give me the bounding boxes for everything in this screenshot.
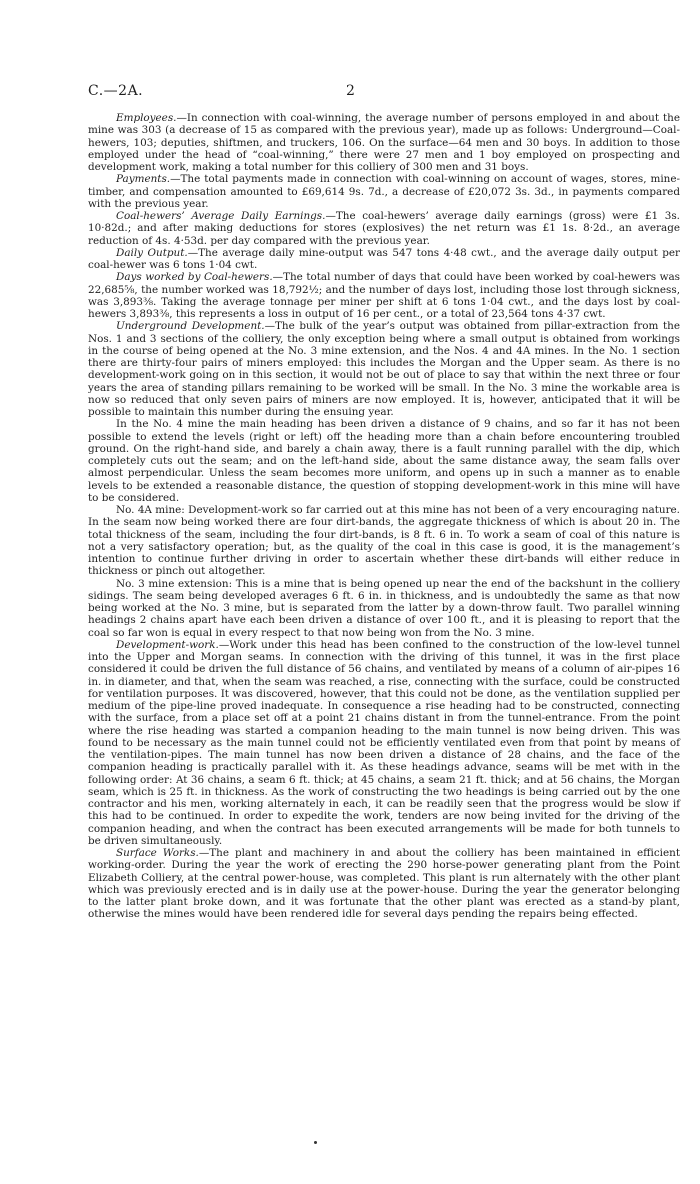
paragraph-text: —The average daily mine-output was 547 tons 4·48 cwt., and the average daily output per coal-hewer was 6 tons 1·04 cwt. [88, 246, 680, 271]
paragraph-text: —The total number of days that could have been worked by coal-hewers was 22,685⅝, the number worked was 18,792½; and the number of days lost, including those lost through sickness, was 3,893⅜. Taking the average tonnage per miner per shift at 6 tons 1·04 cwt., and the days lost by coal-hewers 3,893⅜, this represents a loss in output of 16 per cent., or a total of 23,564 tons 4·37 cwt. [88, 271, 680, 320]
paragraph-no4a-mine [88, 504, 680, 578]
paragraph-heading: Surface Works. [116, 847, 199, 859]
paragraph-heading: Underground Development. [116, 320, 265, 333]
paragraph-text: —The bulk of the year’s output was obtained from pillar-extraction from the Nos. 1 and 3 sections of the colliery, the only exception being where a small output is obtained from workings in the course of being opened at the No. 3 mine extension, and the Nos. 4 and 4A mines. In the No. 1 section there are thirty-four pairs of miners employed: this includes the Morgan and the Upper seam. As there is no development-work going on in this section, it would not be out of place to say that within the next three or four years the area of standing pillars remaining to be worked will be small. In the No. 3 mine the workable area is now so reduced that only seven pairs of miners are now employed. It is, however, anticipated that it will be possible to maintain this number during the ensuing year. [88, 320, 680, 418]
page-number: 2 [346, 83, 355, 99]
document-reference: C.—2A. [88, 83, 144, 99]
paragraph-surface-works [88, 847, 680, 921]
paragraph-development-work [88, 639, 680, 847]
paragraph-payments [88, 173, 680, 210]
report-body [88, 112, 680, 921]
paragraph-no3-extension [88, 578, 680, 639]
paragraph-text: —The coal-hewers’ average daily earnings (gross) were £1 3s. 10·82d.; and after making deductions for stores (explosives) the net return was £1 1s. 8·2d., an average reduction of 4s. 4·53d. per day compared with the previous year. [88, 210, 680, 247]
paragraph-heading: Daily Output. [116, 246, 188, 259]
paragraph-heading: Employees. [116, 112, 177, 124]
paragraph-heading: Payments. [116, 173, 171, 186]
paragraph-underground-development [88, 320, 680, 418]
paragraph-text: —Work under this head has been confined to the construction of the low-level tunnel into the Upper and Morgan seams. In connection with the driving of this tunnel, it was in the first place considered it could be driven the full distance of 56 chains, and ventilated by means of a column of air-pipes 16 in. in diameter, and that, when the seam was reached, a rise, connecting with the surface, could be constructed for ventilation purposes. It was discovered, however, that this could not be done, as the ventilation supplied per medium of the pipe-line proved inadequate. In consequence a rise heading had to be constructed, connecting with the surface, from a place set off at a point 21 chains distant in from the tunnel-entrance. From the point where the rise heading was started a companion heading to the main tunnel is now being driven. This was found to be necessary as the main tunnel could not be efficiently ventilated even from that point by means of the ventilation-pipes. The main tunnel has now been driven a distance of 28 chains, and the face of the companion heading is practically parallel with it. As these headings advance, seams will be met with in the following order: At 36 chains, a seam 6 ft. thick; at 45 chains, a seam 21 ft. thick; and at 56 chains, the Morgan seam, which is 25 ft. in thickness. As the work of constructing the two headings is being carried out by the one contractor and his men, working alternately in each, it can be readily seen that the progress would be slow if this had to be continued. In order to expedite the work, tenders are now being invited for the driving of the companion heading, and when the contract has been executed arrangements will be made for both tunnels to be driven simultaneously. [88, 638, 680, 847]
paragraph-days-worked [88, 271, 680, 320]
paragraph-text: No. 4A mine: Development-work so far carried out at this mine has not been of a very encouraging nature. In the seam now being worked there are four dirt-bands, the aggregate thickness of which is about 20 in. The total thickness of the seam, including the four dirt-bands, is 8 ft. 6 in. To work a seam of coal of this nature is not a very satisfactory operation; but, as the quality of the coal in this case is good, it is the management’s intention to continue further driving in order to ascertain whether these dirt-bands will either reduce in thickness or pinch out altogether. [88, 504, 680, 578]
paragraph-text: —The plant and machinery in and about the colliery has been maintained in efficient working-order. During the year the work of erecting the 290 horse-power generating plant from the Point Elizabeth Colliery, at the central power-house, was completed. This plant is run alternately with the other plant which was previously erected and is in daily use at the power-house. During the year the generator belonging to the latter plant broke down, and it was fortunate that the other plant was erected as a stand-by plant, otherwise the mines would have been rendered idle for several days pending the repairs being effected. [88, 847, 681, 921]
paragraph-employees [88, 112, 680, 173]
paragraph-text: —The total payments made in connection with coal-winning on account of wages, stores, mine-timber, and compensation amounted to £69,614 9s. 7d., a decrease of £20,072 3s. 3d., in payments compared with the previous year. [88, 173, 680, 210]
paragraph-heading: Days worked by Coal-hewers. [116, 271, 273, 284]
paragraph-no4-mine [88, 418, 680, 504]
page-mark [314, 1141, 317, 1144]
paragraph-daily-output [88, 247, 680, 272]
paragraph-earnings [88, 210, 680, 247]
paragraph-text: No. 3 mine extension: This is a mine that is being opened up near the end of the backshunt in the colliery sidings. The seam being developed averages 6 ft. 6 in. in thickness, and is undoubtedly the same as that now being worked at the No. 3 mine, but is separated from the latter by a down-throw fault. Two parallel winning headings 2 chains apart have each been driven a distance of over 100 ft., and it is pleasing to report that the coal so far won is equal in every respect to that now being won from the No. 3 mine. [88, 577, 680, 639]
paragraph-text: —In connection with coal-winning, the average number of persons employed in and about the mine was 303 (a decrease of 15 as compared with the previous year), made up as follows: Underground—Coal-hewers, 103; deputies, shiftmen, and truckers, 106. On the surface—64 men and 30 boys. In addition to those employed under the head of “coal-winning,” there were 27 men and 1 boy employed on prospecting and development work, making a total number for this colliery of 300 men and 31 boys. [88, 112, 680, 173]
paragraph-heading: Development-work. [116, 638, 219, 651]
paragraph-heading: Coal-hewers’ Average Daily Earnings. [116, 210, 326, 222]
paragraph-text: In the No. 4 mine the main heading has been driven a distance of 9 chains, and so far it has not been possible to extend the levels (right or left) off the heading more than a chain before encountering troubled ground. On the right-hand side, and barely a chain away, there is a fault running parallel with the dip, which completely cuts out the seam; and on the left-hand side, about the same distance away, the seam falls over almost perpendicular. Unless the seam becomes more uniform, and opens up in such a manner as to enable levels to be extended a reasonable distance, the question of stopping development-work in this mine will have to be considered. [88, 418, 680, 504]
